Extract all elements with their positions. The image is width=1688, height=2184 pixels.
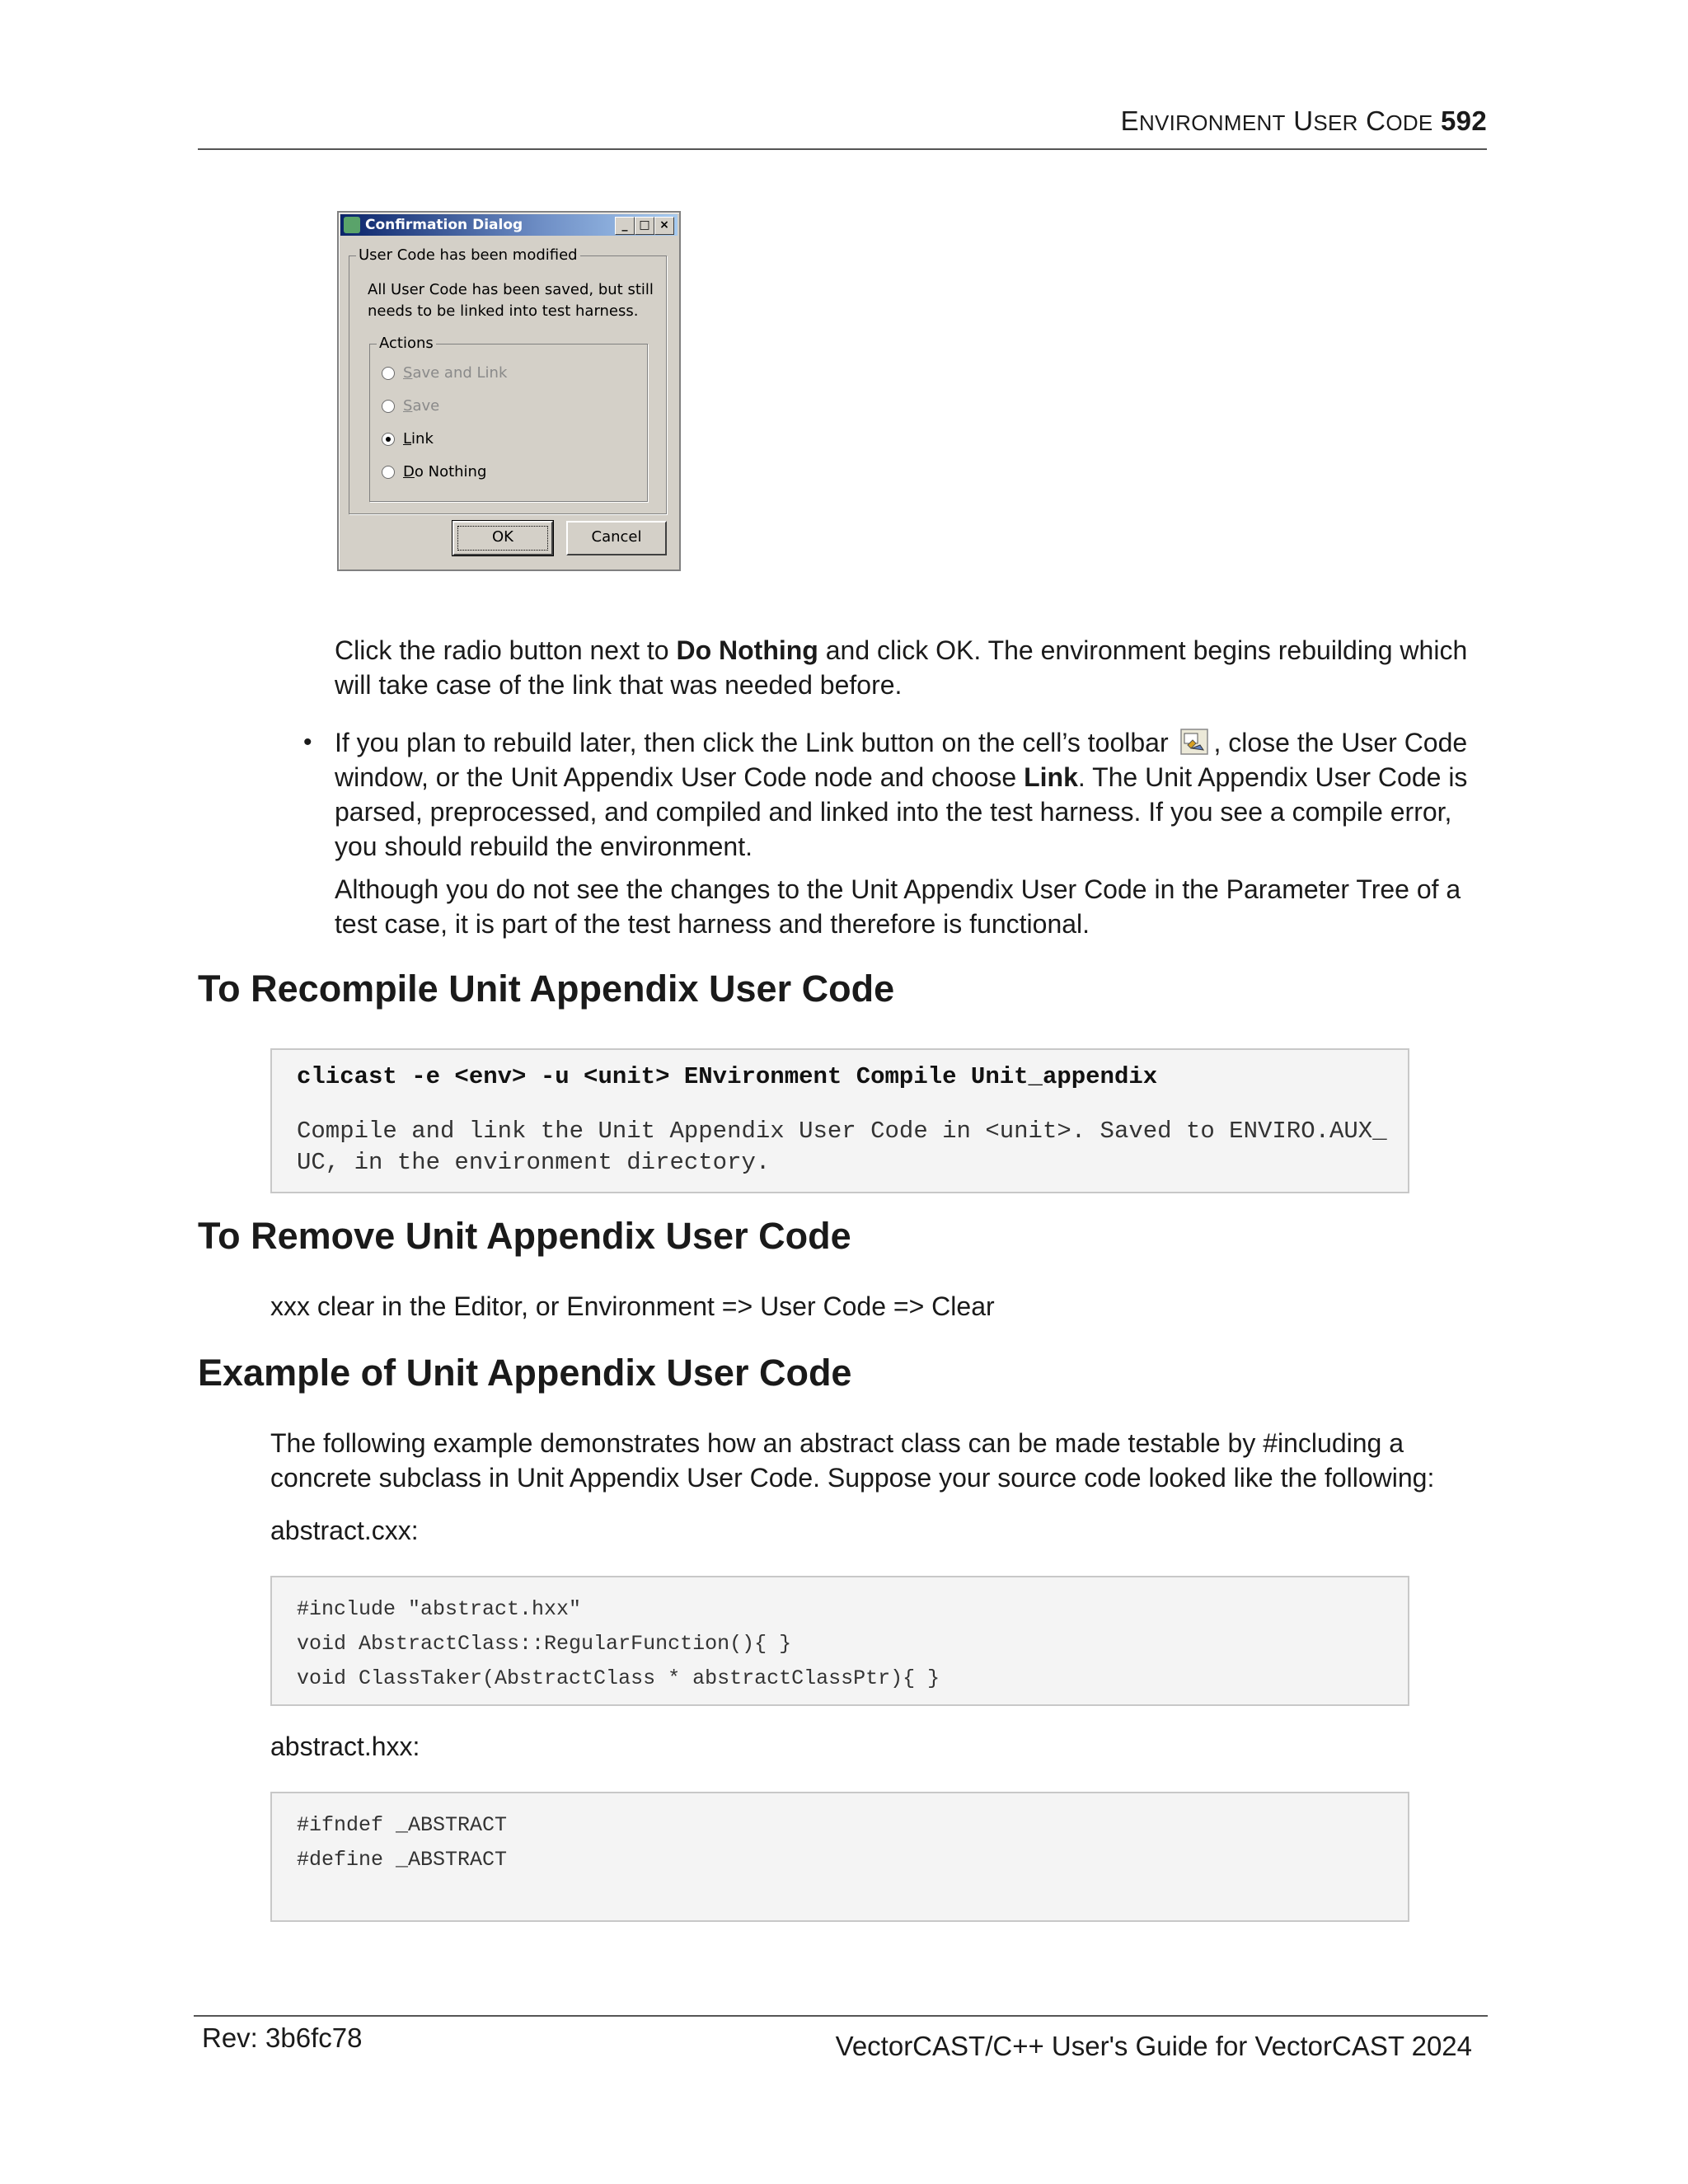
code-line: void AbstractClass::RegularFunction(){ }: [297, 1632, 792, 1656]
app-icon: [344, 217, 360, 233]
remove-text: xxx clear in the Editor, or Environment => User Code => Clear: [270, 1291, 995, 1321]
code-block-hxx: [270, 1792, 1409, 1922]
link-toolbar-icon: [1180, 729, 1208, 755]
actions-group: [369, 335, 648, 502]
group-title: User Code has been modified: [356, 246, 580, 264]
dialog-titlebar: [340, 214, 678, 236]
dialog-message: All User Code has been saved, but still needs to be linked into test harness.: [368, 281, 654, 320]
step-paragraph: Click the radio button next to Do Nothing and click OK. The environment begins rebuilding which will take case of the link that was needed before.: [335, 635, 1468, 700]
recompile-code-box: [270, 1048, 1409, 1193]
radio-indicator[interactable]: [382, 367, 395, 380]
header-title: ENVIRONMENT USER CODE 592: [1120, 105, 1487, 136]
code-line: void ClassTaker(AbstractClass * abstractClassPtr){ }: [297, 1666, 940, 1690]
example-intro: The following example demonstrates how an abstract class can be made testable by #including a concrete subclass in Unit Appendix User Code. Suppose your source code looked like the following:: [270, 1428, 1435, 1493]
minimize-icon[interactable]: _: [615, 217, 635, 235]
footer-revision: Rev: 3b6fc78: [202, 2022, 363, 2053]
file-label-hxx: abstract.hxx:: [270, 1732, 420, 1761]
confirmation-dialog: [337, 211, 681, 571]
footer-guide-title: VectorCAST/C++ User's Guide for VectorCAST 2024: [835, 2031, 1472, 2061]
page-number: 592: [1441, 105, 1487, 136]
radio-indicator[interactable]: [382, 466, 395, 479]
example-heading: Example of Unit Appendix User Code: [198, 1352, 852, 1394]
page-header: [198, 105, 1487, 150]
bullet-paragraph: If you plan to rebuild later, then click the Link button on the cell’s toolbar , close the User Code window, or the Unit Appendix User Code node and choose Link. The Unit Appendix User Code is parsed, preprocessed, and compiled and linked into the test harness. If you see a compile error, you should rebuild the environment.: [335, 728, 1468, 861]
command-description: Compile and link the Unit Appendix User Code in <unit>. Saved to ENVIRO.AUX_ UC, in the environment directory.: [297, 1118, 1387, 1176]
code-block-cxx: [270, 1576, 1409, 1706]
ok-button[interactable]: OK: [452, 521, 553, 555]
file-label-cxx: abstract.cxx:: [270, 1516, 419, 1545]
recompile-heading: To Recompile Unit Appendix User Code: [198, 968, 895, 1010]
radio-save-and-link[interactable]: Save and Link: [382, 364, 507, 382]
modified-group: [349, 246, 667, 514]
radio-indicator[interactable]: [382, 400, 395, 413]
bullet-marker: •: [303, 729, 312, 756]
code-line: #define _ABSTRACT: [297, 1848, 508, 1872]
clicast-command: clicast -e <env> -u <unit> ENvironment Compile Unit_appendix: [297, 1063, 1158, 1090]
radio-do-nothing[interactable]: Do Nothing: [382, 463, 486, 480]
close-icon[interactable]: ×: [654, 217, 674, 235]
radio-indicator[interactable]: [382, 433, 395, 446]
radio-save[interactable]: Save: [382, 397, 439, 415]
code-line: #include "abstract.hxx": [297, 1597, 582, 1621]
maximize-icon[interactable]: □: [635, 217, 654, 235]
code-line: #ifndef _ABSTRACT: [297, 1813, 508, 1837]
footer-rule: [194, 2015, 1488, 2017]
radio-link[interactable]: Link: [382, 430, 434, 448]
dialog-title: Confirmation Dialog: [365, 217, 523, 233]
note-paragraph: Although you do not see the changes to the Unit Appendix User Code in the Parameter Tree of a test case, it is part of the test harness and therefore is functional.: [335, 874, 1461, 939]
remove-heading: To Remove Unit Appendix User Code: [198, 1215, 851, 1257]
actions-label: Actions: [377, 335, 436, 352]
cancel-button[interactable]: Cancel: [566, 521, 667, 555]
